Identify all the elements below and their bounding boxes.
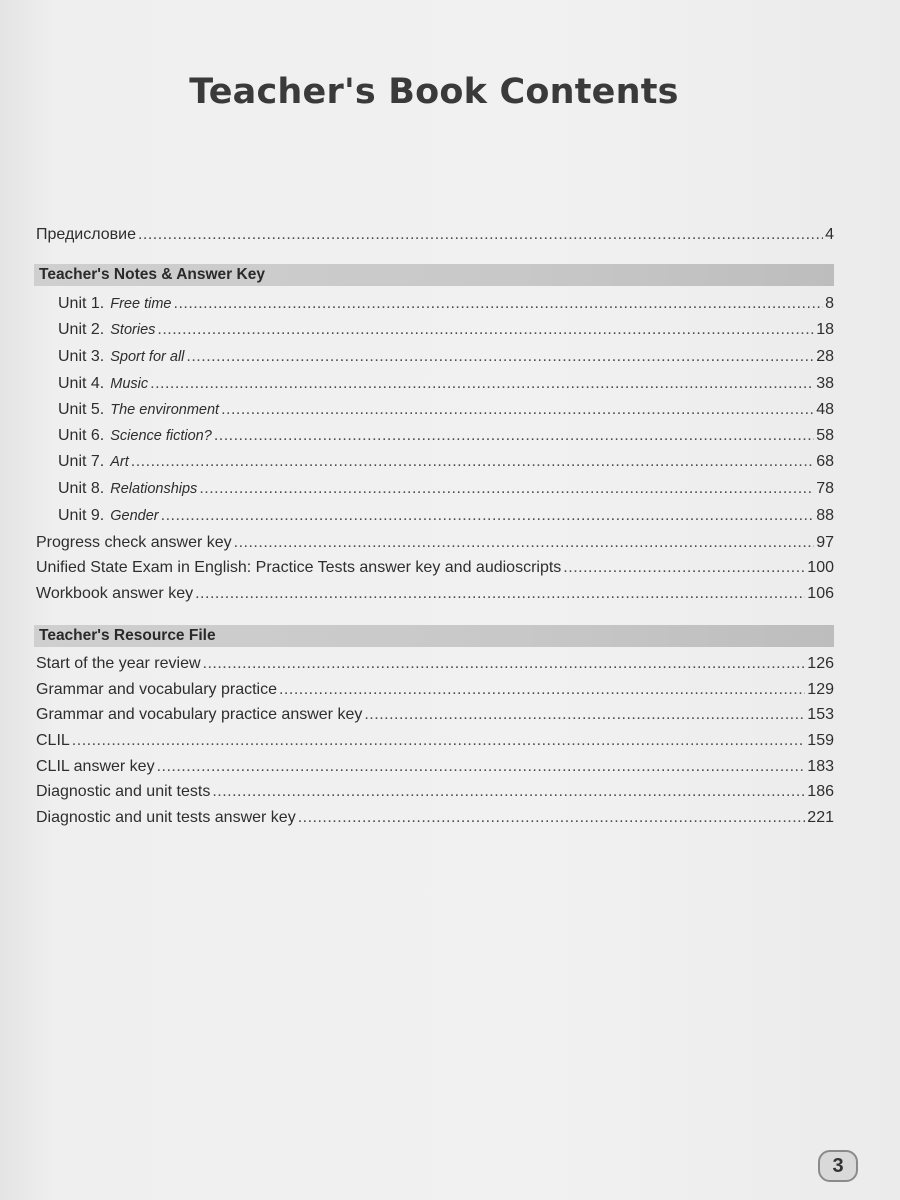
toc-entry-page: 106	[807, 585, 834, 602]
toc-entry-page: 221	[807, 809, 834, 826]
unit-title: Gender	[110, 508, 159, 524]
toc-entry-page: 8	[825, 295, 834, 312]
section-heading-notes: Teacher's Notes & Answer Key	[34, 264, 834, 286]
dot-leader	[186, 348, 814, 366]
toc-entry-clil-answer-key	[36, 758, 834, 780]
toc-entry-workbook	[36, 585, 834, 607]
unit-title: Music	[110, 376, 149, 392]
dot-leader	[157, 321, 814, 339]
toc-entry-unit-1	[58, 295, 834, 317]
toc-entry-page: 48	[816, 401, 834, 418]
toc-entry-label	[58, 427, 212, 445]
unit-number: Unit 1.	[58, 295, 105, 312]
unit-number: Unit 4.	[58, 375, 105, 392]
dot-leader	[221, 401, 814, 419]
toc-entry-year-review	[36, 655, 834, 677]
unit-title: Science fiction?	[110, 428, 212, 444]
toc-entry-page: 28	[816, 348, 834, 365]
toc-entry-diagnostic-tests	[36, 783, 834, 805]
toc-entry-page: 18	[816, 321, 834, 338]
dot-leader	[212, 783, 805, 801]
toc-entry-clil	[36, 732, 834, 754]
unit-number: Unit 9.	[58, 507, 105, 524]
dot-leader	[234, 534, 815, 552]
toc-entry-page: 97	[816, 534, 834, 551]
toc-entry-label	[58, 480, 197, 498]
toc-entry-page: 58	[816, 427, 834, 444]
toc-entry-label: Grammar and vocabulary practice answer key	[36, 706, 363, 723]
toc-entry-label	[58, 401, 219, 419]
unit-title: Free time	[110, 296, 172, 312]
unit-title: The environment	[110, 402, 220, 418]
toc-entry-progress-check	[36, 534, 834, 556]
dot-leader	[203, 655, 806, 673]
toc-entry-label: CLIL	[36, 732, 70, 749]
toc-entry-label: Unified State Exam in English: Practice Tests answer key and audioscripts	[36, 559, 562, 576]
toc-entry-page: 38	[816, 375, 834, 392]
dot-leader	[279, 681, 805, 699]
dot-leader	[298, 809, 806, 827]
toc-entry-label	[58, 321, 155, 339]
toc-entry-practice-tests	[36, 559, 834, 581]
toc-entry-unit-4	[58, 375, 834, 397]
toc-entry-grammar-practice	[36, 681, 834, 703]
toc-entry-label: Workbook answer key	[36, 585, 194, 602]
dot-leader	[131, 453, 814, 471]
toc-entry-label: CLIL answer key	[36, 758, 155, 775]
toc-entry-unit-5	[58, 401, 834, 423]
dot-leader	[214, 427, 814, 445]
toc-entry-page: 78	[816, 480, 834, 497]
dot-leader	[150, 375, 814, 393]
toc-entry-label	[58, 453, 129, 471]
toc-entry-label: Предисловие	[36, 226, 136, 243]
toc-entry-grammar-answer-key	[36, 706, 834, 728]
toc-entry-page: 68	[816, 453, 834, 470]
toc-entry-label: Progress check answer key	[36, 534, 232, 551]
toc-entry-label: Diagnostic and unit tests answer key	[36, 809, 296, 826]
dot-leader	[157, 758, 806, 776]
toc-entry-label: Start of the year review	[36, 655, 201, 672]
toc-entry-unit-6	[58, 427, 834, 449]
toc-entry-unit-3	[58, 348, 834, 370]
toc-entry-page: 159	[807, 732, 834, 749]
toc-entry-label	[58, 375, 148, 393]
unit-title: Stories	[110, 322, 156, 338]
toc-entry-page: 153	[807, 706, 834, 723]
dot-leader	[138, 226, 823, 244]
toc-entry-page: 100	[807, 559, 834, 576]
toc-entry-diagnostic-answer-key	[36, 809, 834, 831]
toc-entry-unit-7	[58, 453, 834, 475]
dot-leader	[174, 295, 824, 313]
toc-entry-page: 126	[807, 655, 834, 672]
page-number-badge: 3	[818, 1150, 858, 1182]
dot-leader	[72, 732, 806, 750]
toc-entry-label	[58, 507, 159, 525]
unit-number: Unit 5.	[58, 401, 105, 418]
toc-entry-unit-9	[58, 507, 834, 529]
unit-number: Unit 2.	[58, 321, 105, 338]
unit-number: Unit 6.	[58, 427, 105, 444]
unit-number: Unit 8.	[58, 480, 105, 497]
dot-leader	[161, 507, 815, 525]
page-title: Teacher's Book Contents	[189, 72, 679, 112]
toc-entry-unit-8	[58, 480, 834, 502]
dot-leader	[199, 480, 814, 498]
toc-entry-label: Diagnostic and unit tests	[36, 783, 211, 800]
toc-entry-label: Grammar and vocabulary practice	[36, 681, 277, 698]
unit-title: Sport for all	[110, 349, 185, 365]
unit-number: Unit 3.	[58, 348, 105, 365]
toc-entry-page: 186	[807, 783, 834, 800]
toc-entry-label	[58, 295, 172, 313]
unit-title: Art	[110, 454, 129, 470]
dot-leader	[195, 585, 805, 603]
toc-entry-page: 4	[825, 226, 834, 243]
unit-title: Relationships	[110, 481, 198, 497]
dot-leader	[563, 559, 805, 577]
toc-entry-page: 183	[807, 758, 834, 775]
toc-entry-page: 129	[807, 681, 834, 698]
toc-entry-label	[58, 348, 184, 366]
dot-leader	[364, 706, 805, 724]
toc-entry-preface	[36, 226, 834, 248]
toc-entry-unit-2	[58, 321, 834, 343]
toc-entry-page: 88	[816, 507, 834, 524]
section-heading-resource: Teacher's Resource File	[34, 625, 834, 647]
unit-number: Unit 7.	[58, 453, 105, 470]
